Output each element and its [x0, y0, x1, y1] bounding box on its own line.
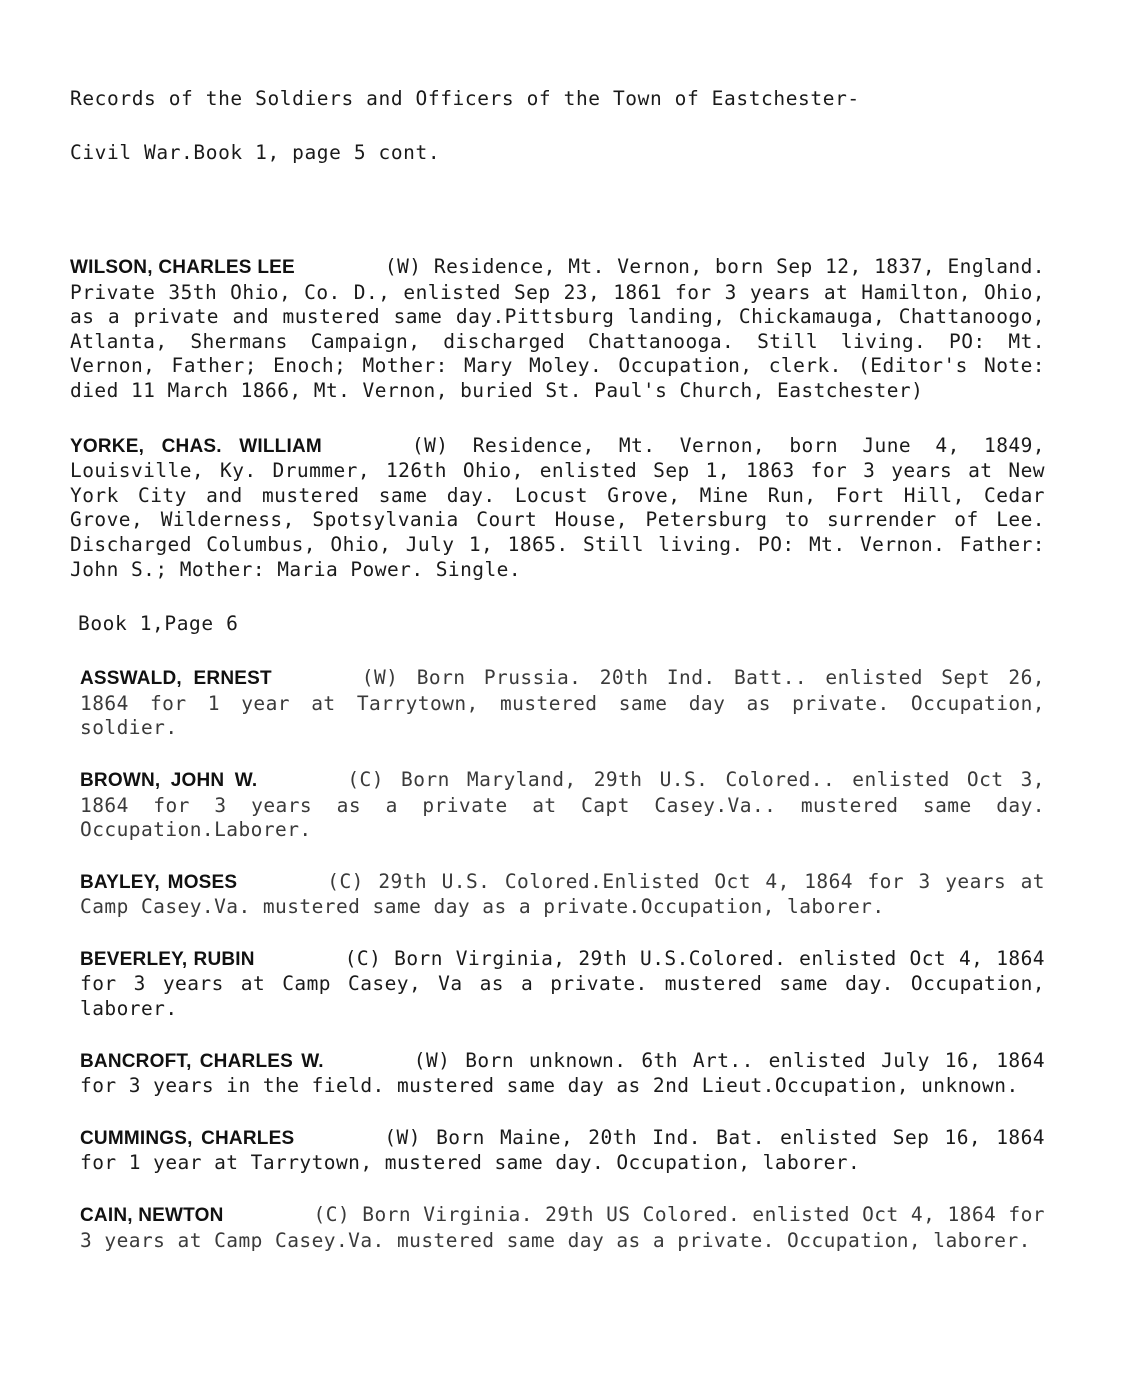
soldier-record — [70, 434, 1045, 583]
header-title-line: Records of the Soldiers and Officers of the Town of Eastchester- — [70, 87, 860, 110]
soldier-record — [80, 947, 1045, 1022]
soldier-name: BANCROFT, CHARLES W. — [80, 1050, 324, 1072]
soldier-record — [80, 768, 1045, 843]
soldier-record — [80, 870, 1045, 920]
soldier-name: ASSWALD, ERNEST — [80, 668, 272, 690]
soldier-name: WILSON, CHARLES LEE — [70, 257, 295, 278]
soldier-name: CAIN, NEWTON — [80, 1205, 224, 1227]
soldier-record — [80, 666, 1045, 741]
soldier-name: BEVERLEY, RUBIN — [80, 948, 255, 970]
document-page — [70, 58, 1045, 1280]
soldier-record — [80, 1203, 1045, 1253]
header-subtitle-line: Civil War.Book 1, page 5 cont. — [70, 141, 441, 164]
soldier-record — [70, 255, 1045, 404]
soldier-details: (W) Born Prussia. 20th Ind. Batt.. enlisted Sept 26, 1864 for 1 year at Tarrytown, mustered same day as private. Occupation, soldier. — [80, 666, 1045, 740]
soldier-details: (W) Residence, Mt. Vernon, born June 4, 1849, Louisville, Ky. Drummer, 126th Ohio, enlisted Sep 1, 1863 for 3 years at New York City and mustered same day. Locust Grove, Mine Run, Fort Hill, Cedar Grove, Wilderness, Spotsylvania Court House, Petersburg to surrender of Lee. Discharged Columbus, Ohio, July 1, 1865. Still living. PO: Mt. Vernon. Father: John S.; Mother: Maria Power. Single. — [70, 433, 1045, 581]
soldier-name: YORKE, CHAS. WILLIAM — [70, 435, 322, 457]
soldier-name: BROWN, JOHN W. — [80, 769, 258, 791]
soldier-name: CUMMINGS, CHARLES — [80, 1127, 295, 1149]
soldier-details: (W) Born unknown. 6th Art.. enlisted July 16, 1864 for 3 years in the field. mustered same day as 2nd Lieut.Occupation, unknown. — [80, 1048, 1046, 1098]
soldier-name: BAYLEY, MOSES — [80, 871, 238, 893]
soldier-details: (C) Born Maryland, 29th U.S. Colored.. enlisted Oct 3, 1864 for 3 years as a private at Capt Casey.Va.. mustered same day. Occupation.Laborer. — [80, 767, 1045, 842]
document-header — [70, 58, 1045, 193]
soldier-details: (C) 29th U.S. Colored.Enlisted Oct 4, 1864 for 3 years at Camp Casey.Va. mustered same day as a private.Occupation, laborer. — [80, 869, 1045, 919]
soldier-record — [80, 1126, 1045, 1176]
book-page-heading: Book 1,Page 6 — [78, 612, 239, 636]
soldier-details: (W) Residence, Mt. Vernon, born Sep 12, 1837, England. Private 35th Ohio, Co. D., enlisted Sep 23, 1861 for 3 years at Hamilton, Ohio, as a private and mustered same day.Pittsburg landing, Chickamauga, Chattanoogo, Atlanta, Shermans Campaign, discharged Chattanooga. Still living. PO: Mt. Vernon, Father; Enoch; Mother: Mary Moley. Occupation, clerk. (Editor's Note: died 11 March 1866, Mt. Vernon, buried St. Paul's Church, Eastchester) — [70, 255, 1045, 402]
soldier-details: (C) Born Virginia, 29th U.S.Colored. enlisted Oct 4, 1864 for 3 years at Camp Casey, Va as a private. mustered same day. Occupation, laborer. — [80, 946, 1045, 1021]
soldier-details: (W) Born Maine, 20th Ind. Bat. enlisted Sep 16, 1864 for 1 year at Tarrytown, mustered same day. Occupation, laborer. — [80, 1125, 1045, 1175]
soldier-record — [80, 1049, 1045, 1099]
soldier-details: (C) Born Virginia. 29th US Colored. enlisted Oct 4, 1864 for 3 years at Camp Casey.Va. mustered same day as a private. Occupation, laborer. — [80, 1203, 1045, 1252]
